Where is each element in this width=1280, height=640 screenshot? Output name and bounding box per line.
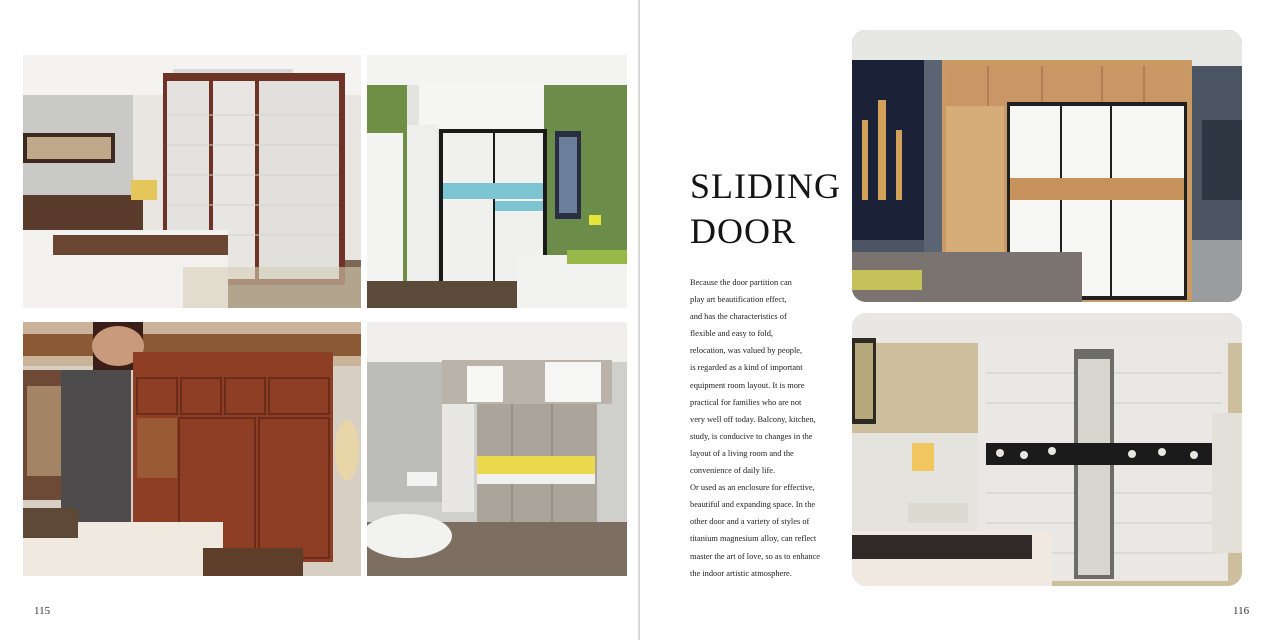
body-line: play art beautification effect, bbox=[690, 295, 787, 305]
body-line: Because the door partition can bbox=[690, 278, 792, 287]
body-line: is regarded as a kind of important bbox=[690, 363, 803, 373]
title-line-1: SLIDING bbox=[690, 166, 841, 206]
photo-classic-wood-wardrobe-bedroom bbox=[23, 322, 361, 576]
title-line-2: DOOR bbox=[690, 211, 797, 251]
photo-grey-bedroom-wardrobe bbox=[23, 55, 361, 308]
page-number-right: 116 bbox=[1233, 605, 1250, 617]
page-number-left: 115 bbox=[34, 605, 51, 617]
body-line: and has the characteristics of bbox=[690, 312, 787, 322]
body-line: relocation, was valued by people, bbox=[690, 346, 803, 356]
body-line: flexible and easy to fold, bbox=[690, 329, 774, 339]
body-line: practical for families who are not bbox=[690, 397, 802, 407]
photo-green-wall-bedroom-wardrobe bbox=[367, 55, 627, 308]
photo-damask-wallpaper-wardrobe bbox=[852, 313, 1242, 586]
right-page bbox=[640, 0, 1280, 640]
body-line: convenience of daily life. bbox=[690, 466, 776, 476]
body-line: the indoor artistic atmosphere. bbox=[690, 568, 792, 578]
body-line: master the art of love, so as to enhance bbox=[690, 551, 820, 561]
body-line: Or used as an enclosure for effective, bbox=[690, 483, 815, 493]
body-line: layout of a living room and the bbox=[690, 448, 794, 458]
body-paragraph bbox=[690, 274, 840, 582]
photo-night-city-oak-wardrobe bbox=[852, 30, 1242, 302]
body-line: very well off today. Balcony, kitchen, bbox=[690, 414, 816, 424]
body-line: study, is conducive to changes in the bbox=[690, 431, 813, 441]
body-line: titanium magnesium alloy, can reflect bbox=[690, 534, 817, 544]
body-line: beautiful and expanding space. In the bbox=[690, 500, 816, 510]
page-title bbox=[690, 164, 841, 254]
body-line: equipment room layout. It is more bbox=[690, 380, 805, 390]
photo-grey-loft-yellow-wardrobe bbox=[367, 322, 627, 576]
body-line: other door and a variety of styles of bbox=[690, 517, 810, 527]
